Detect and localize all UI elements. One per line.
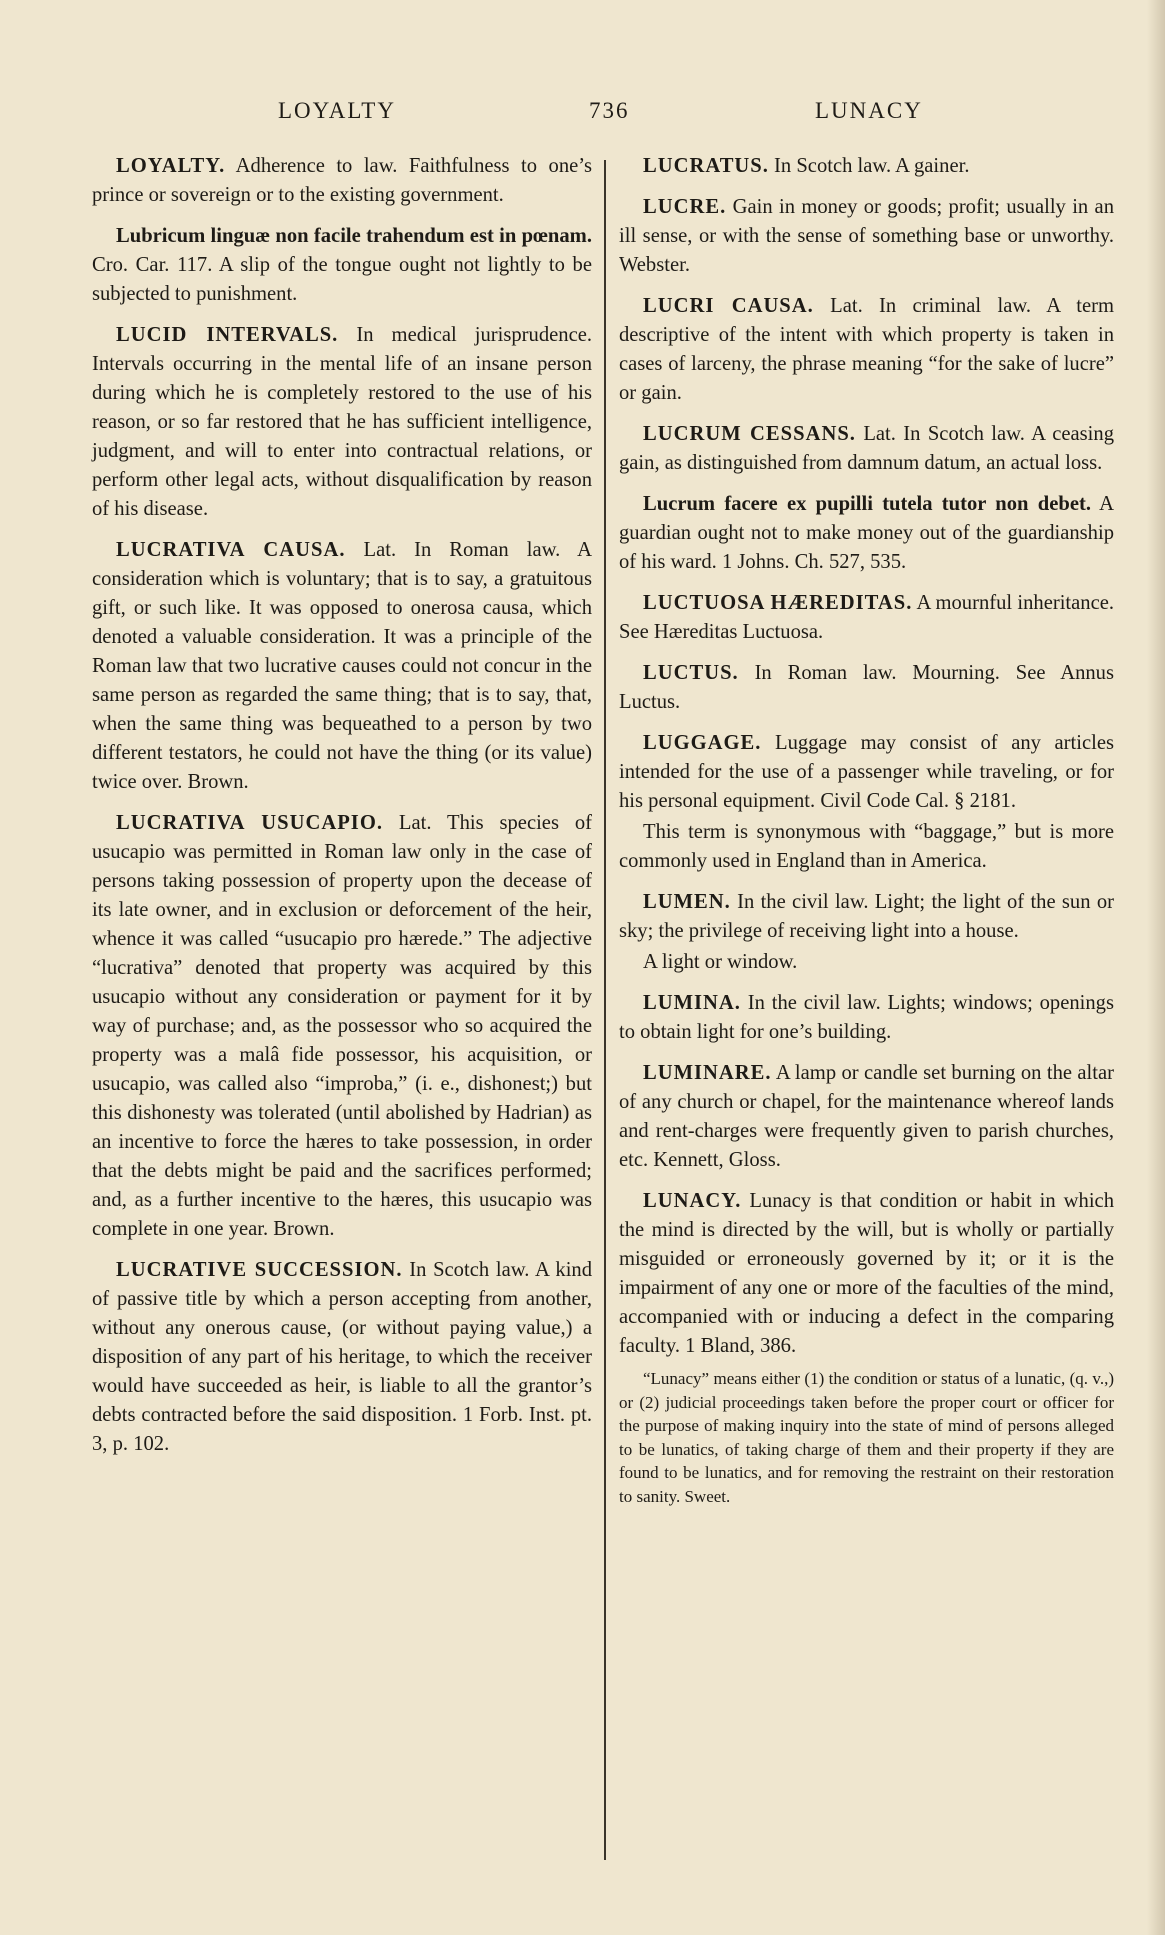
definition: In Scotch law. A kind of passive title by which a person accepting from another, without any onerous cause, (or without paying value,) a disposition of any part of his heritage, to which the receiver would have succeeded as heir, is liable to all the grantor’s debts contracted before the said disposition. 1 Forb. Inst. pt. 3, p. 102. [92, 1259, 593, 1455]
entry-luggage [619, 729, 1114, 816]
entry-lucrative-succession [92, 1256, 592, 1459]
headword: Lucrum facere ex pupilli tutela tutor non debet. [643, 493, 1091, 515]
headword: LUCRUM CESSANS. [643, 423, 856, 445]
right-column [619, 152, 1114, 1520]
headword: LUGGAGE. [643, 732, 762, 754]
entry-lumina [619, 989, 1114, 1047]
definition: In the civil law. Lights; windows; openings to obtain light for one’s building. [619, 992, 1114, 1043]
definition: In medical jurisprudence. Intervals occurring in the mental life of an insane person during which he is completely restored to the use of his reason, or so far restored that he has sufficient intelligence, judgment, and will to enter into contractual relations, or perform other legal acts, without disqualification by reason of his disease. [92, 324, 592, 520]
definition: Lunacy is that condition or habit in which the mind is directed by the will, but is wholly or partially misguided or erroneously governed by it; or it is the impairment of any one or more of the faculties of the mind, accompanied with or inducing a defect in the comparing faculty. 1 Bland, 386. [619, 1190, 1114, 1357]
header-left-guide-word: LOYALTY [278, 98, 396, 123]
headword: LUMINA. [643, 992, 741, 1014]
headword: Lubricum linguæ non facile trahendum est in pœnam. [116, 225, 592, 247]
definition: This term is synonymous with “baggage,” but is more commonly used in England than in America. [619, 821, 1114, 872]
lunacy-note [619, 1367, 1114, 1508]
definition: Luggage may consist of any articles intended for the use of a passenger while traveling, or for his personal equipment. Civil Code Cal. § 2181. [619, 732, 1114, 812]
definition: In the civil law. Light; the light of the sun or sky; the privilege of receiving light into a house. [619, 891, 1114, 942]
entry-lucri-causa [619, 292, 1114, 408]
definition: Lat. In Scotch law. A ceasing gain, as distinguished from damnum datum, an actual loss. [619, 423, 1114, 474]
headword: LUCRE. [643, 196, 727, 218]
entry-luminare [619, 1059, 1114, 1175]
running-head [0, 98, 1165, 132]
definition: In Roman law. Mourning. See Annus Luctus. [619, 662, 1114, 713]
headword: LUCRI CAUSA. [643, 295, 814, 317]
header-right-guide-word: LUNACY [815, 98, 923, 123]
luggage-note [619, 818, 1114, 876]
headword: LUCRATIVE SUCCESSION. [116, 1259, 403, 1281]
left-column [92, 152, 592, 1471]
definition: Lat. In Roman law. A consideration which is voluntary; that is to say, a gratuitous gift, or such like. It was opposed to onerosa causa, which denoted a valuable consideration. It was a principle of the Roman law that two lucrative causes could not concur in the same person as regarded the same thing; that is to say, that, when the same thing was bequeathed to a person by two different testators, he could not have the thing (or its value) twice over. Brown. [92, 539, 593, 793]
definition: A light or window. [643, 951, 798, 973]
headword: LUCRATUS. [643, 155, 769, 177]
headword: LUCTUS. [643, 662, 739, 684]
definition: In Scotch law. A gainer. [768, 155, 970, 177]
entry-lunacy [619, 1187, 1114, 1361]
page-number: 736 [589, 98, 630, 123]
headword: LUCRATIVA USUCAPIO. [116, 812, 383, 834]
definition: Cro. Car. 117. A slip of the tongue ought not lightly to be subjected to punishment. [92, 254, 592, 305]
column-divider [604, 160, 606, 1860]
headword: LUCRATIVA CAUSA. [116, 539, 346, 561]
entry-loyalty [92, 152, 592, 210]
headword: LUNACY. [643, 1190, 742, 1212]
headword: LUCID INTERVALS. [116, 324, 339, 346]
entry-luctus [619, 659, 1114, 717]
definition: Adherence to law. Faithfulness to one’s prince or sovereign or to the existing government. [92, 155, 592, 206]
definition: A lamp or candle set burning on the altar of any church or chapel, for the maintenance whereof lands and rent-charges were frequently given to parish churches, etc. Kennett, Gloss. [619, 1062, 1114, 1171]
entry-lucrativa-causa [92, 536, 592, 797]
entry-lumen [619, 888, 1114, 946]
headword: LUCTUOSA HÆREDITAS. [643, 592, 913, 614]
entry-lucrum-facere [619, 490, 1114, 577]
entry-lucrativa-usucapio [92, 809, 592, 1244]
definition: Lat. This species of usucapio was permitted in Roman law only in the case of persons taking possession of property upon the decease of its late owner, and in exclusion or deforcement of the heir, whence it was called “usucapio pro hærede.” The adjective “lucrativa” denoted that property was acquired by this usucapio without any consideration or payment for it by way of purchase; and, as the possessor who so acquired the property was a malâ fide possessor, his acquisition, or usucapio, was called also “improba,” (i. e., dishonest;) but this dishonesty was tolerated (until abolished by Hadrian) as an incentive to force the hæres to take possession, in order that the debts might be paid and the sacrifices performed; and, as a further incentive to the hæres, this usucapio was complete in one year. Brown. [92, 812, 592, 1240]
definition: A mournful inheritance. See Hæreditas Luctuosa. [619, 592, 1115, 643]
entry-lucre [619, 193, 1114, 280]
definition: “Lunacy” means either (1) the condition or status of a lunatic, (q. v.,) or (2) judicial proceedings taken before the proper court or officer for the purpose of making inquiry into the state of mind of persons alleged to be lunatics, of taking charge of them and their property if they are found to be lunatics, and for removing the restraint on their restoration to sanity. Sweet. [619, 1369, 1114, 1506]
headword: LUMEN. [643, 891, 731, 913]
entry-luctuosa-haereditas [619, 589, 1114, 647]
definition: Lat. In criminal law. A term descriptive of the intent with which property is taken in cases of larceny, the phrase meaning “for the sake of lucre” or gain. [619, 295, 1115, 404]
headword: LOYALTY. [116, 155, 226, 177]
page-edge-shadow [1147, 0, 1165, 1935]
lumen-note [619, 948, 1114, 977]
definition: A guardian ought not to make money out of the guardianship of his ward. 1 Johns. Ch. 527, 535. [619, 493, 1114, 573]
definition: Gain in money or goods; profit; usually in an ill sense, or with the sense of something base or unworthy. Webster. [619, 196, 1114, 276]
headword: LUMINARE. [643, 1062, 772, 1084]
entry-lucrum-cessans [619, 420, 1114, 478]
entry-lucratus [619, 152, 1114, 181]
entry-lubricum [92, 222, 592, 309]
entry-lucid-intervals [92, 321, 592, 524]
